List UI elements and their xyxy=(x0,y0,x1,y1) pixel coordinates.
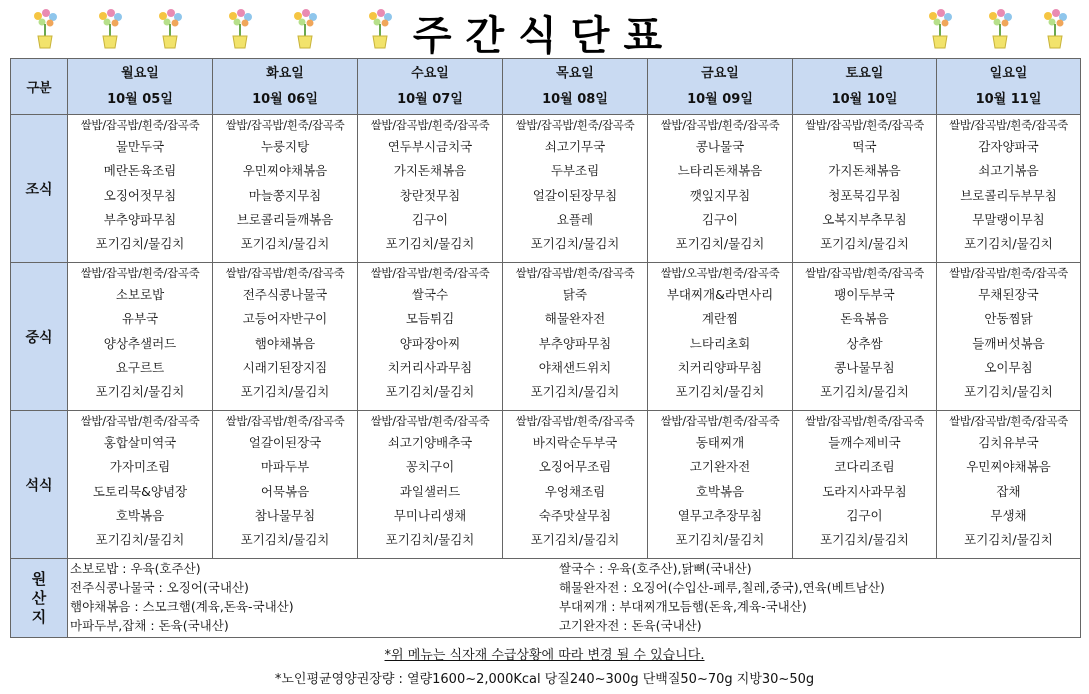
menu-item: 팽이두부국 xyxy=(834,287,895,302)
origin-right-column xyxy=(557,559,1080,635)
menu-item: 쌀밥/잡곡밥/흰죽/잡곡죽 xyxy=(370,266,490,280)
origin-line: 부대찌개 : 부대찌개모듬햄(돈육,계육-국내산) xyxy=(558,599,807,614)
menu-item: 도라지사과무침 xyxy=(822,483,907,499)
day-date: 10월 08일 xyxy=(542,91,608,107)
menu-cell xyxy=(937,115,1081,263)
menu-item: 모듬튀김 xyxy=(405,311,455,327)
menu-cell xyxy=(213,263,358,411)
origin-row xyxy=(11,559,1081,638)
meal-label: 석식 xyxy=(11,411,68,559)
menu-cell xyxy=(68,411,213,559)
menu-item: 도토리묵&양념장 xyxy=(92,483,188,499)
day-name: 월요일 xyxy=(121,65,159,81)
flower-pot-icon xyxy=(155,6,185,50)
menu-item: 꽁치구이 xyxy=(405,459,455,475)
menu-cell xyxy=(68,263,213,411)
menu-item: 해물완자전 xyxy=(544,311,606,327)
flower-pot-icon xyxy=(95,6,125,50)
flower-pot-icon xyxy=(925,6,955,50)
menu-item: 김구이 xyxy=(846,507,883,523)
menu-item: 무채된장국 xyxy=(978,287,1039,302)
menu-item: 우민찌야채볶음 xyxy=(966,459,1051,475)
menu-item: 들깨버섯볶음 xyxy=(972,335,1045,351)
menu-item: 쌀밥/잡곡밥/흰죽/잡곡죽 xyxy=(515,266,635,280)
menu-item: 쌀밥/잡곡밥/흰죽/잡곡죽 xyxy=(515,118,635,132)
menu-item: 포기김치/물김치 xyxy=(385,236,475,252)
day-name: 일요일 xyxy=(989,65,1028,81)
menu-item: 야채샌드위치 xyxy=(538,359,612,375)
origin-label-char: 지 xyxy=(31,607,47,626)
day-date: 10월 06일 xyxy=(252,91,318,107)
menu-item: 홍합살미역국 xyxy=(103,435,177,450)
menu-item: 잡채 xyxy=(996,483,1021,499)
menu-item: 상추쌈 xyxy=(846,335,883,351)
menu-item: 가지돈채볶음 xyxy=(393,163,467,179)
menu-item: 얼갈이된장국 xyxy=(248,435,322,450)
menu-item: 동태찌개 xyxy=(695,435,745,450)
menu-item: 어묵볶음 xyxy=(260,483,310,499)
origin-label-char: 원 xyxy=(31,569,47,588)
origin-line: 햄야채볶음 : 스모크햄(계육,돈육-국내산) xyxy=(70,599,294,614)
day-date: 10월 11일 xyxy=(975,91,1042,107)
menu-item: 쌀국수 xyxy=(411,287,449,302)
menu-item: 계란찜 xyxy=(701,311,739,327)
menu-item: 포기김치/물김치 xyxy=(964,532,1053,548)
corner-label: 구분 xyxy=(11,59,68,115)
menu-item: 쌀밥/잡곡밥/흰죽/잡곡죽 xyxy=(949,414,1068,428)
menu-cell xyxy=(648,263,793,411)
menu-item: 쌀밥/잡곡밥/흰죽/잡곡죽 xyxy=(225,118,345,132)
menu-item: 포기김치/물김치 xyxy=(820,236,909,252)
menu-item: 요구르트 xyxy=(115,359,165,375)
origin-line: 고기완자전 : 돈육(국내산) xyxy=(558,618,702,633)
menu-item: 햄야채볶음 xyxy=(254,335,316,351)
menu-item: 깻잎지무침 xyxy=(689,187,751,203)
menu-item: 쌀밥/잡곡밥/흰죽/잡곡죽 xyxy=(370,414,490,428)
menu-item: 치커리양파무침 xyxy=(677,359,763,375)
change-notice: *위 메뉴는 식자재 수급상황에 따라 변경 될 수 있습니다. xyxy=(384,648,705,663)
menu-item: 전주식콩나물국 xyxy=(242,287,328,302)
day-name: 목요일 xyxy=(556,65,594,81)
menu-item: 쌀밥/잡곡밥/흰죽/잡곡죽 xyxy=(80,414,200,428)
menu-item: 참나물무침 xyxy=(254,507,316,523)
meal-label: 조식 xyxy=(11,115,68,263)
nutrition-note: *노인평균영양권장량 : 열량1600~2,000Kcal 당질240~300g 단백질50~70g 지방30~50g xyxy=(274,672,815,687)
menu-item: 포기김치/물김치 xyxy=(95,236,185,252)
day-header xyxy=(793,59,937,115)
menu-item: 우엉채조림 xyxy=(544,483,606,499)
menu-item: 포기김치/물김치 xyxy=(385,532,475,548)
day-header xyxy=(68,59,213,115)
menu-item: 돈육볶음 xyxy=(840,311,889,327)
menu-item: 쌀밥/잡곡밥/흰죽/잡곡죽 xyxy=(949,266,1068,280)
menu-item: 마파두부 xyxy=(260,459,310,475)
menu-item: 누룽지탕 xyxy=(260,139,310,154)
menu-item: 고등어자반구이 xyxy=(242,311,328,327)
menu-item: 무생채 xyxy=(990,507,1027,523)
menu-item: 시래기된장지짐 xyxy=(242,359,328,375)
menu-item: 청포묵김무침 xyxy=(828,187,901,203)
menu-item: 코다리조림 xyxy=(834,459,895,475)
menu-cell xyxy=(503,411,648,559)
menu-item: 김치유부국 xyxy=(978,435,1039,450)
menu-item: 쌀밥/오곡밥/흰죽/잡곡죽 xyxy=(660,266,780,280)
menu-cell xyxy=(358,263,503,411)
menu-item: 닭죽 xyxy=(562,287,588,302)
menu-item: 포기김치/물김치 xyxy=(530,384,620,400)
menu-item: 부대찌개&라면사리 xyxy=(666,287,774,302)
menu-item: 포기김치/물김치 xyxy=(240,236,330,252)
origin-left-column xyxy=(68,559,557,635)
menu-item: 쌀밥/잡곡밥/흰죽/잡곡죽 xyxy=(660,118,780,132)
menu-item: 마늘쫑지무침 xyxy=(248,187,322,203)
origin-line: 전주식콩나물국 : 오징어(국내산) xyxy=(70,580,249,595)
menu-cell xyxy=(213,115,358,263)
day-header xyxy=(213,59,358,115)
menu-item: 얼갈이된장무침 xyxy=(532,187,618,203)
menu-item: 오이무침 xyxy=(984,359,1033,375)
menu-item: 오징어젓무침 xyxy=(103,187,177,203)
menu-cell xyxy=(793,263,937,411)
menu-item: 느타리돈채볶음 xyxy=(677,163,763,179)
menu-item: 오징어무조림 xyxy=(538,459,612,475)
day-date: 10월 10일 xyxy=(831,91,898,107)
menu-item: 포기김치/물김치 xyxy=(964,236,1053,252)
origin-line: 마파두부,잡채 : 돈육(국내산) xyxy=(70,618,229,633)
flower-pot-icon xyxy=(365,6,395,50)
menu-item: 포기김치/물김치 xyxy=(964,384,1053,400)
flower-pot-icon xyxy=(290,6,320,50)
menu-item: 부추양파무침 xyxy=(103,211,177,227)
menu-item: 브로콜리들깨볶음 xyxy=(236,211,334,227)
menu-item: 포기김치/물김치 xyxy=(385,384,475,400)
menu-item: 쇠고기볶음 xyxy=(978,163,1039,179)
day-name: 수요일 xyxy=(411,65,449,81)
menu-item: 연두부시금치국 xyxy=(387,139,473,154)
flower-pot-icon xyxy=(985,6,1015,50)
day-date: 10월 09일 xyxy=(687,91,753,107)
day-header xyxy=(937,59,1081,115)
menu-item: 콩나물국 xyxy=(695,139,745,154)
day-name: 토요일 xyxy=(845,65,884,81)
weekly-menu-table xyxy=(10,58,1081,638)
menu-item: 포기김치/물김치 xyxy=(820,532,909,548)
menu-item: 요플레 xyxy=(556,211,594,227)
menu-item: 양상추샐러드 xyxy=(103,335,177,351)
menu-item: 고기완자전 xyxy=(689,459,751,475)
menu-item: 떡국 xyxy=(852,139,877,154)
menu-item: 쌀밥/잡곡밥/흰죽/잡곡죽 xyxy=(805,414,924,428)
origin-label-char: 산 xyxy=(31,588,47,607)
menu-item: 들깨수제비국 xyxy=(828,435,901,450)
menu-cell xyxy=(793,411,937,559)
menu-item: 포기김치/물김치 xyxy=(675,236,765,252)
menu-cell xyxy=(503,263,648,411)
menu-cell xyxy=(68,115,213,263)
menu-cell xyxy=(793,115,937,263)
menu-item: 바지락순두부국 xyxy=(532,435,618,450)
menu-item: 포기김치/물김치 xyxy=(95,384,185,400)
menu-item: 쌀밥/잡곡밥/흰죽/잡곡죽 xyxy=(225,266,345,280)
flower-pot-icon xyxy=(30,6,60,50)
meal-row xyxy=(11,115,1081,263)
menu-item: 느타리초회 xyxy=(689,335,751,351)
menu-item: 메란돈육조림 xyxy=(103,163,177,179)
menu-item: 쌀밥/잡곡밥/흰죽/잡곡죽 xyxy=(370,118,490,132)
menu-item: 과일샐러드 xyxy=(399,483,461,499)
menu-item: 두부조림 xyxy=(550,163,600,179)
menu-cell xyxy=(648,115,793,263)
menu-item: 쌀밥/잡곡밥/흰죽/잡곡죽 xyxy=(949,118,1068,132)
origin-label xyxy=(11,559,68,638)
menu-item: 가자미조림 xyxy=(109,459,171,475)
menu-item: 포기김치/물김치 xyxy=(240,384,330,400)
menu-item: 무미나리생채 xyxy=(393,507,467,523)
menu-item: 쌀밥/잡곡밥/흰죽/잡곡죽 xyxy=(805,118,924,132)
menu-cell xyxy=(937,263,1081,411)
menu-item: 숙주맛살무침 xyxy=(538,507,612,523)
menu-cell xyxy=(648,411,793,559)
origin-line: 쌀국수 : 우육(호주산),닭뼈(국내산) xyxy=(558,561,752,576)
origin-line: 소보로밥 : 우육(호주산) xyxy=(70,561,201,576)
menu-item: 포기김치/물김치 xyxy=(530,532,620,548)
menu-item: 쇠고기무국 xyxy=(544,139,606,154)
footer-notes xyxy=(0,646,1089,690)
menu-item: 양파장아찌 xyxy=(399,335,461,351)
menu-item: 김구이 xyxy=(701,211,739,227)
menu-item: 쌀밥/잡곡밥/흰죽/잡곡죽 xyxy=(80,266,200,280)
menu-item: 치커리사과무침 xyxy=(387,359,473,375)
menu-item: 쌀밥/잡곡밥/흰죽/잡곡죽 xyxy=(515,414,635,428)
menu-cell xyxy=(358,115,503,263)
menu-item: 열무고추장무침 xyxy=(677,507,763,523)
menu-item: 우민찌야채볶음 xyxy=(242,163,328,179)
menu-item: 쌀밥/잡곡밥/흰죽/잡곡죽 xyxy=(225,414,345,428)
flower-pot-icon xyxy=(1040,6,1070,50)
day-header xyxy=(648,59,793,115)
menu-item: 유부국 xyxy=(121,311,159,327)
day-name: 화요일 xyxy=(266,65,304,81)
menu-item: 호박볶음 xyxy=(115,507,165,523)
menu-item: 창란젓무침 xyxy=(399,187,461,203)
day-date: 10월 07일 xyxy=(397,91,463,107)
menu-item: 호박볶음 xyxy=(695,483,745,499)
menu-item: 오복지부추무침 xyxy=(822,211,907,227)
meal-row xyxy=(11,411,1081,559)
menu-item: 포기김치/물김치 xyxy=(530,236,620,252)
menu-item: 콩나물무침 xyxy=(834,359,895,375)
menu-item: 쌀밥/잡곡밥/흰죽/잡곡죽 xyxy=(80,118,200,132)
menu-item: 쌀밥/잡곡밥/흰죽/잡곡죽 xyxy=(660,414,780,428)
day-date: 10월 05일 xyxy=(107,91,173,107)
origin-cell xyxy=(68,559,1081,638)
day-header xyxy=(503,59,648,115)
menu-item: 물만두국 xyxy=(115,139,165,154)
menu-item: 김구이 xyxy=(411,211,449,227)
menu-item: 소보로밥 xyxy=(115,287,165,302)
menu-item: 쌀밥/잡곡밥/흰죽/잡곡죽 xyxy=(805,266,924,280)
menu-item: 포기김치/물김치 xyxy=(240,532,330,548)
menu-cell xyxy=(213,411,358,559)
menu-item: 포기김치/물김치 xyxy=(820,384,909,400)
menu-cell xyxy=(937,411,1081,559)
day-header xyxy=(358,59,503,115)
meal-label: 중식 xyxy=(11,263,68,411)
menu-item: 감자양파국 xyxy=(978,139,1039,154)
menu-item: 부추양파무침 xyxy=(538,335,612,351)
page-header xyxy=(0,0,1089,57)
menu-item: 포기김치/물김치 xyxy=(675,384,765,400)
menu-cell xyxy=(503,115,648,263)
menu-item: 브로콜리두부무침 xyxy=(960,187,1057,203)
menu-item: 포기김치/물김치 xyxy=(675,532,765,548)
day-name: 금요일 xyxy=(701,65,739,81)
menu-item: 무말랭이무침 xyxy=(972,211,1045,227)
flower-pot-icon xyxy=(225,6,255,50)
menu-cell xyxy=(358,411,503,559)
day-header-row xyxy=(11,59,1081,115)
menu-item: 쇠고기양배추국 xyxy=(387,435,473,450)
page-title: 주간식단표 xyxy=(412,13,677,59)
menu-item: 안동찜닭 xyxy=(984,311,1033,327)
origin-line: 해물완자전 : 오징어(수입산-페루,칠레,중국),연육(베트남산) xyxy=(558,580,885,595)
menu-item: 포기김치/물김치 xyxy=(95,532,185,548)
menu-item: 가지돈채볶음 xyxy=(828,163,901,179)
meal-row xyxy=(11,263,1081,411)
